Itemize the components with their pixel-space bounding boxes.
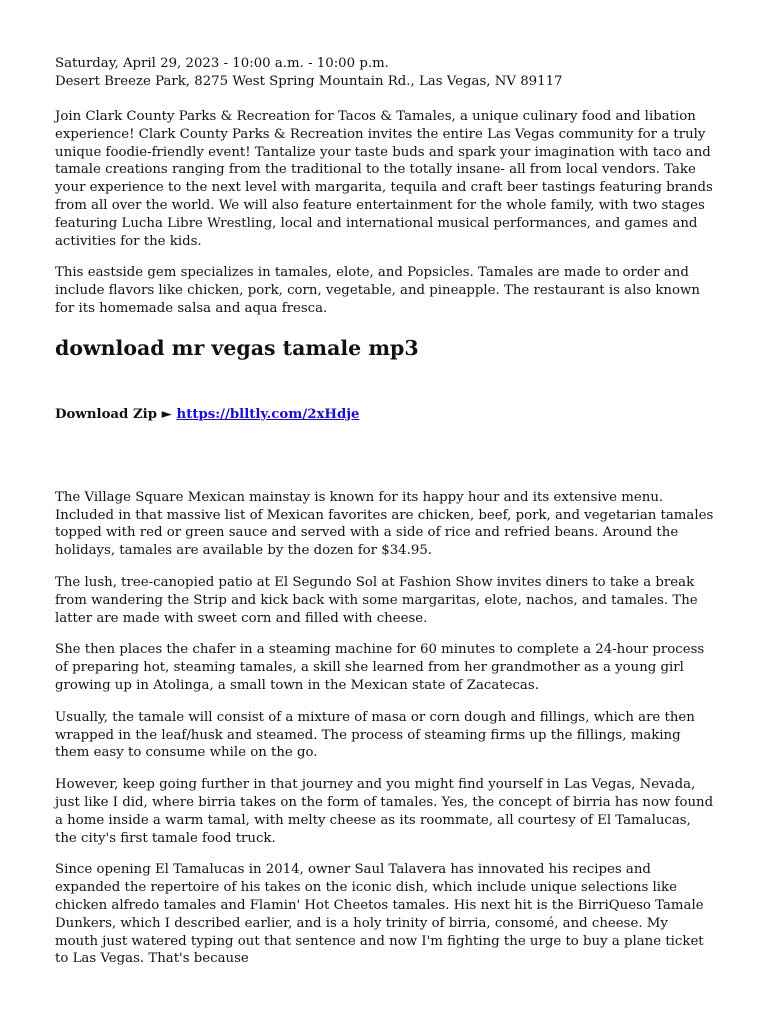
- download-line: [55, 406, 715, 424]
- page-title: download mr vegas tamale mp3: [55, 335, 419, 360]
- body-paragraph: Usually, the tamale will consist of a mixture of masa or corn dough and fillings, which are then wrapped in the leaf/husk and steamed. The process of steaming firms up the fillings, making them easy to consume while on the go.: [55, 709, 695, 761]
- intro-paragraph: This eastside gem specializes in tamales, elote, and Popsicles. Tamales are made to order and include flavors like chicken, pork, corn, vegetable, and pineapple. The restaurant is also known for its homemade salsa and aqua fresca.: [55, 265, 700, 316]
- event-location-line: Desert Breeze Park, 8275 West Spring Mountain Rd., Las Vegas, NV 89117: [55, 74, 563, 89]
- body-paragraph: However, keep going further in that journey and you might find yourself in Las Vegas, Nevada, just like I did, where birria takes on the form of tamales. Yes, the concept of birria has now found a home inside a warm tamal, with melty cheese as its roommate, all courtesy of El Tamalucas, the city's first tamale food truck.: [55, 777, 714, 846]
- download-label: Download Zip ►: [55, 406, 172, 422]
- body-paragraph: She then places the chafer in a steaming machine for 60 minutes to complete a 24-hour process of preparing hot, steaming tamales, a skill she learned from her grandmother as a young girl growing up in Atolinga, a small town in the Mexican state of Zacatecas.: [55, 642, 705, 693]
- intro-paragraph: Join Clark County Parks & Recreation for Tacos & Tamales, a unique culinary food and libation experience! Clark County Parks & Recreation invites the entire Las Vegas community for a truly unique foodie-friendly event! Tantalize your taste buds and spark your imagination with taco and tamale creations ranging from the traditional to the totally insane- all from local vendors. Take your experience to the next level with margarita, tequila and craft beer tastings featuring brands from all over the world. We will also feature entertainment for the whole family, with two stages featuring Lucha Libre Wrestling, local and international musical performances, and games and activities for the kids.: [55, 109, 713, 249]
- document-page: [55, 55, 715, 968]
- download-link[interactable]: https://blltly.com/2xHdje: [176, 406, 360, 422]
- body-paragraph: Since opening El Tamalucas in 2014, owner Saul Talavera has innovated his recipes and expanded the repertoire of his takes on the iconic dish, which include unique selections like chicken alfredo tamales and Flamin' Hot Cheetos tamales. His next hit is the BirriQueso Tamale Dunkers, which I described earlier, and is a holy trinity of birria, consomé, and cheese. My mouth just watered typing out that sentence and now I'm fighting the urge to buy a plane ticket to Las Vegas. That's because: [55, 862, 704, 967]
- event-date-line: Saturday, April 29, 2023 - 10:00 a.m. - 10:00 p.m.: [55, 56, 389, 71]
- body-paragraph: The Village Square Mexican mainstay is known for its happy hour and its extensive menu. Included in that massive list of Mexican favorites are chicken, beef, pork, and vegetarian tamales topped with red or green sauce and served with a side of rice and refried beans. Around the holidays, tamales are available by the dozen for $34.95.: [55, 489, 714, 559]
- body-paragraph: The lush, tree-canopied patio at El Segundo Sol at Fashion Show invites diners to take a break from wandering the Strip and kick back with some margaritas, elote, nachos, and tamales. The latter are made with sweet corn and filled with cheese.: [55, 574, 698, 626]
